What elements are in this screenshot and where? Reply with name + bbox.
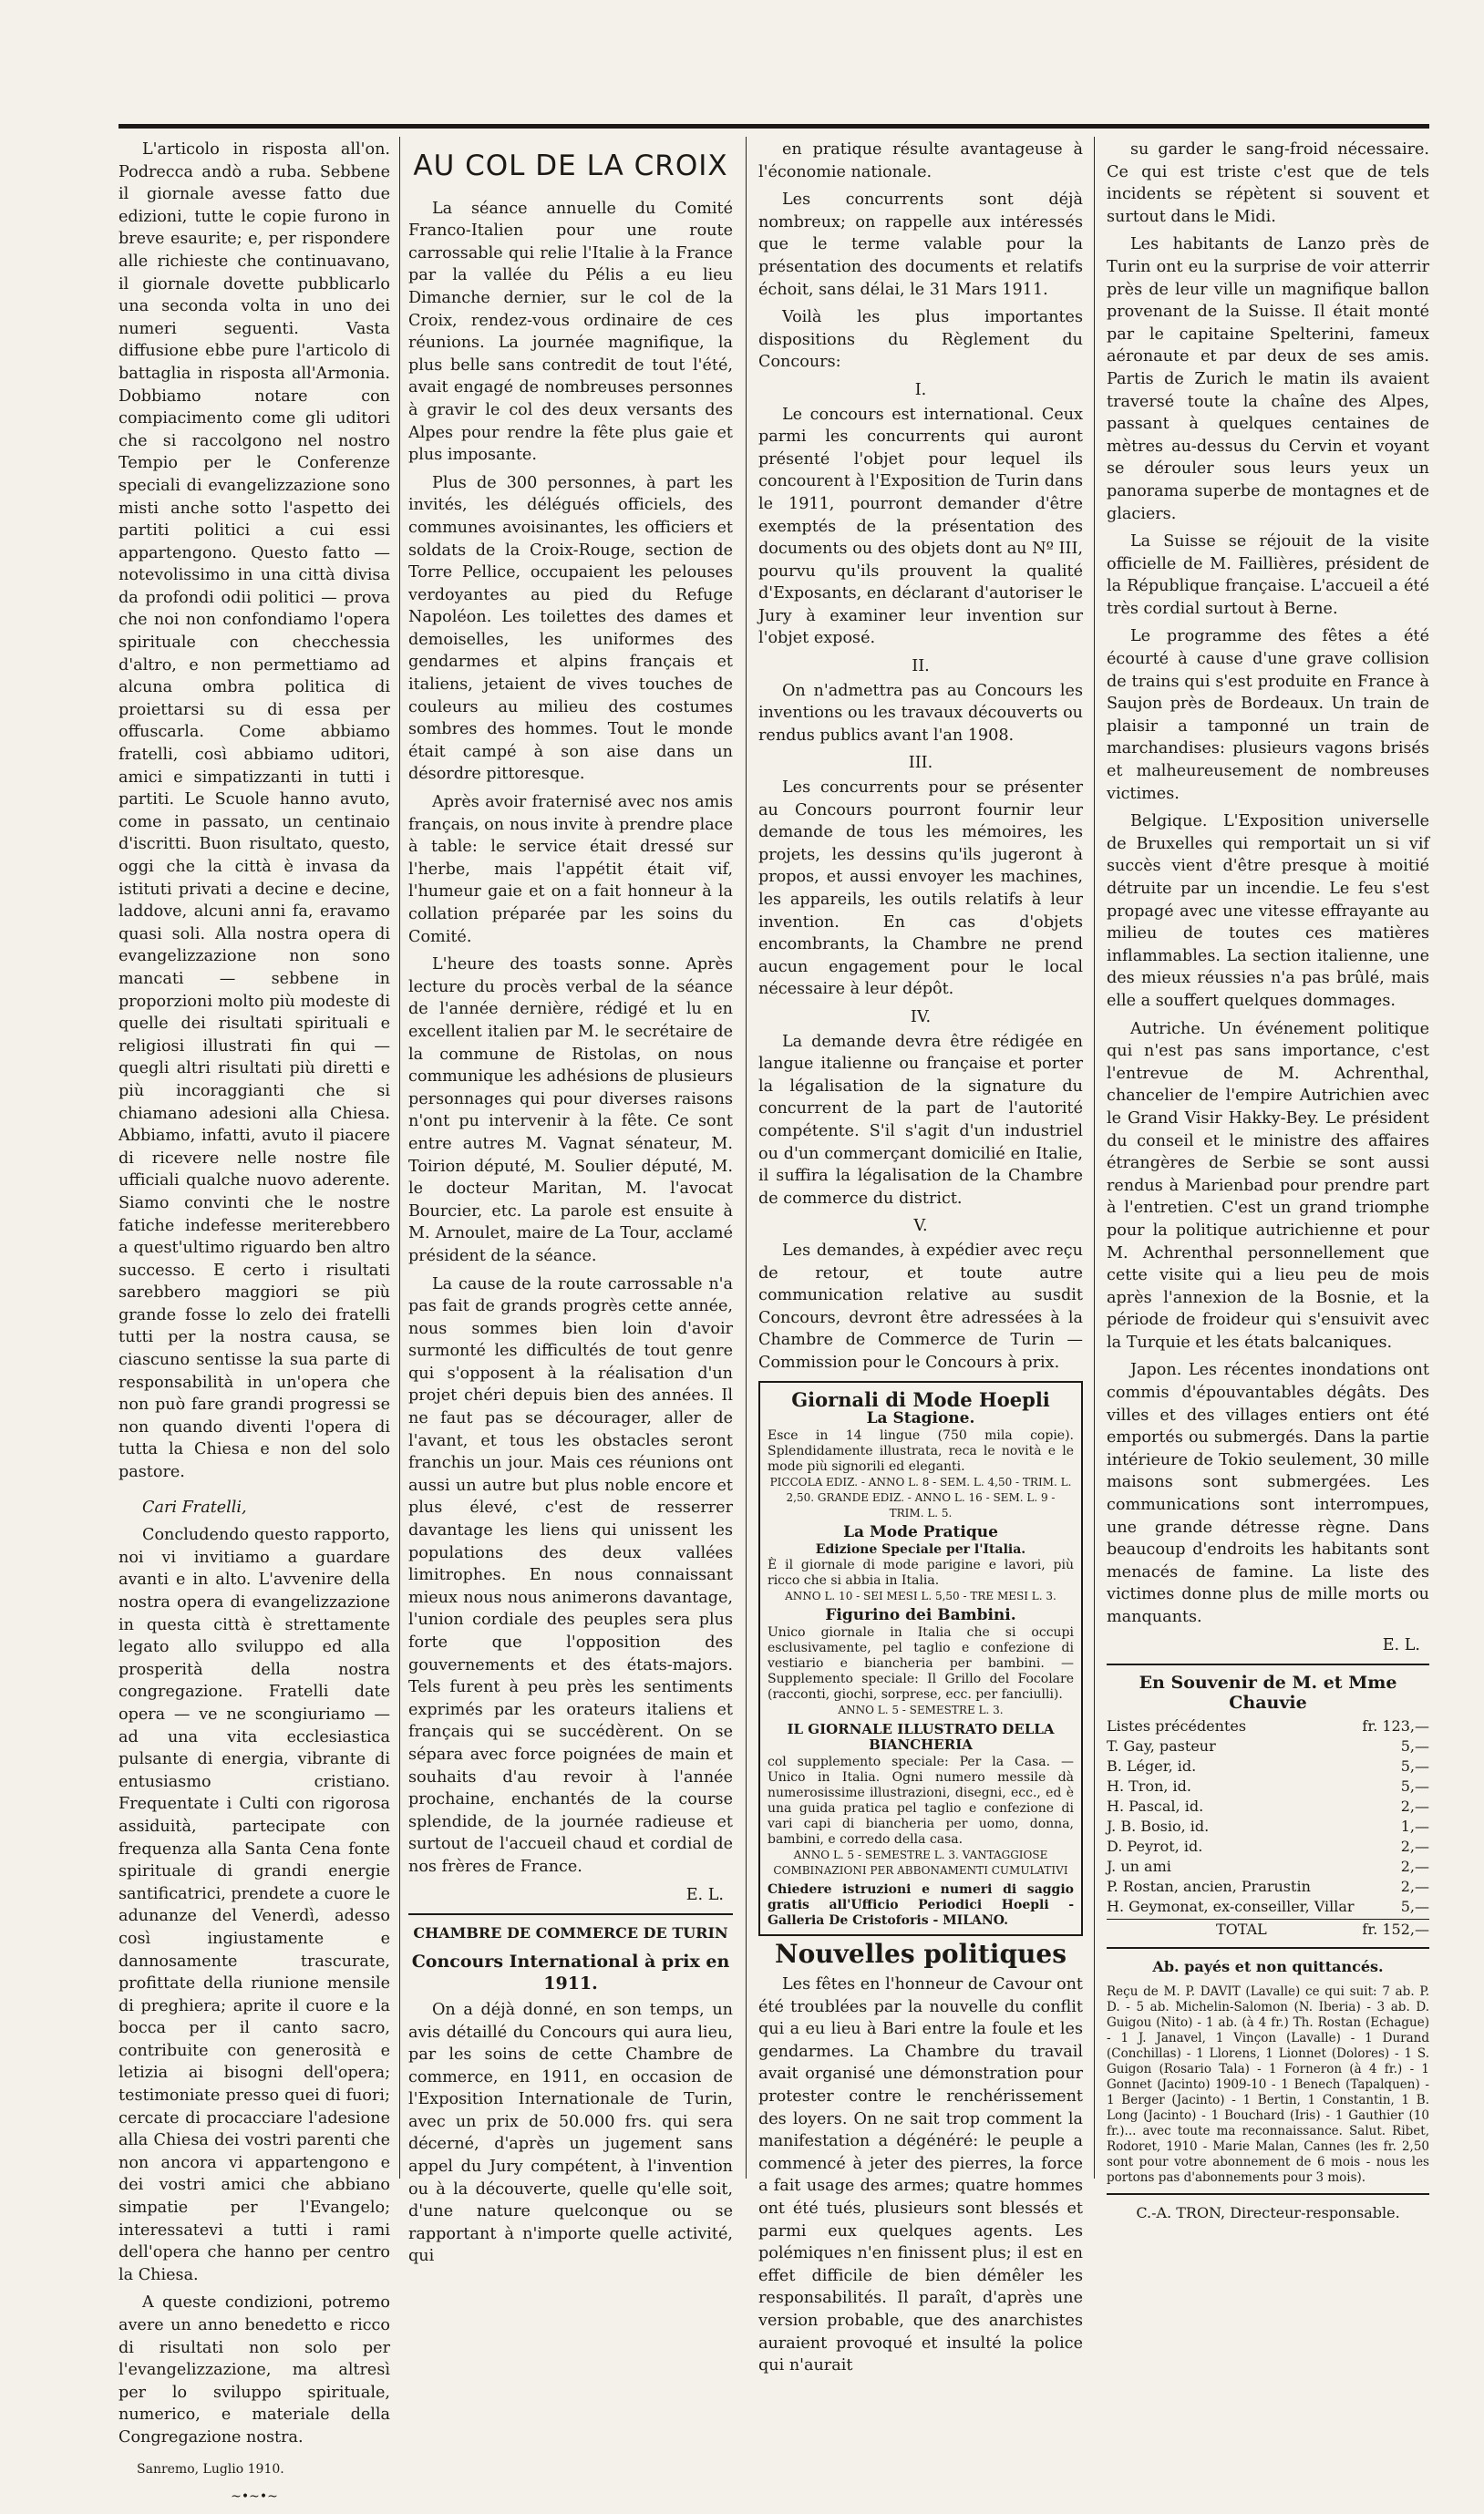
subscription-list	[1107, 1673, 1429, 1940]
column-4	[1107, 139, 1429, 2224]
subscription-total: fr. 152,—	[1362, 1921, 1429, 1939]
rule-text: Les demandes, à expédier avec reçu de retour, et toute autre communication relative au susdit Concours, devront être adressées à la Chambre de Commerce de Turin — Commission pour le Concours à prix.	[758, 1241, 1083, 1372]
subscription-row	[1107, 1877, 1429, 1897]
subscription-amount: fr. 123,—	[1362, 1717, 1429, 1736]
editor-footer: C.-A. TRON, Directeur-responsable.	[1136, 2203, 1400, 2221]
subscription-amount: 5,—	[1400, 1757, 1429, 1776]
subscription-name: J. un ami	[1107, 1858, 1171, 1876]
ad-item-title: Figurino dei Bambini.	[825, 1606, 1016, 1625]
paid-heading: Ab. payés et non quittancés.	[1152, 1958, 1384, 1976]
news-heading: Nouvelles politiques	[775, 1939, 1067, 1970]
subscription-amount: 2,—	[1400, 1798, 1429, 1816]
rule-text: Le concours est international. Ceux parmi les concurrents qui auront présenté l'objet pour lequel ils concourent à l'Exposition de Turin dans le 1911, pourront demander d'être exemptés de la présentation des documents ou des objets dont au Nº III, pourvu qu'ils prouvent la qualité d'Exposants, en déclarant d'autoriser le Jury à examiner leur invention sur l'objet exposé.	[758, 405, 1083, 648]
subscription-amount: 2,—	[1400, 1838, 1429, 1856]
ad-item-text: col supplemento speciale: Per la Casa. — Unico in Italia. Ogni numero messile dà numerosissime illustrazioni, disegni, ecc., ed è una guida pratica pel taglio e confezione di vari capi di biancheria per uomo, donna, bambini, e corredo della casa.	[768, 1755, 1074, 1848]
subscription-row	[1107, 1837, 1429, 1857]
subscription-total-row	[1107, 1919, 1429, 1940]
subscription-amount: 2,—	[1400, 1858, 1429, 1876]
divider	[1107, 1664, 1429, 1665]
subscription-name: B. Léger, id.	[1107, 1757, 1197, 1776]
ad-heading: Giornali di Mode Hoepli	[791, 1388, 1050, 1412]
rule-text: On n'admettra pas au Concours les inventions ou les travaux découverts ou rendus publics avant l'an 1908.	[758, 681, 1083, 745]
subscription-name: H. Tron, id.	[1107, 1777, 1191, 1796]
article-signature: E. L.	[685, 1885, 724, 1904]
ad-item-price: ANNO L. 10 - SEI MESI L. 5,50 - TRE MESI L. 3.	[785, 1590, 1056, 1603]
subscription-amount: 1,—	[1400, 1818, 1429, 1836]
article-paragraph: Les concurrents sont déjà nombreux; on rappelle aux intéressés que le terme valable pour la présentation des documents et relatifs échoit, sans délai, le 31 Mars 1911.	[758, 191, 1083, 299]
article-paragraph: Japon. Les récentes inondations ont commis d'épouvantables dégâts. Des villes et des villages entiers ont été emportés ou submergés. Dans la partie intérieure de Tokio seulement, 30 mille maisons sont submergées. Les communications sont interrompues, une grande détresse règne. Dans beaucoup d'endroits les habitants sont menacés de famine. La liste des victimes donne plus de mille morts ou manquants.	[1107, 1361, 1429, 1626]
subscription-name: D. Peyrot, id.	[1107, 1838, 1203, 1856]
article-paragraph: Plus de 300 personnes, à part les invités, les délégués officiels, des communes avoisinantes, les officiers et soldats de la Croix-Rouge, section de Torre Pellice, occupaient les pelouses verdoyantes au pied du Refuge Napoléon. Les toilettes des dames et demoiselles, les uniformes des gendarmes et alpins français et italiens, jetaient de vives touches de couleurs au milieu des costumes sombres des hommes. Tout le monde était campé à son aise dans un désordre pittoresque.	[408, 473, 733, 784]
subscription-row	[1107, 1897, 1429, 1917]
column-1	[119, 139, 390, 2514]
ad-item-price: ANNO L. 5 - SEMESTRE L. 3. VANTAGGIOSE COMBINAZIONI PER ABBONAMENTI CUMULATIVI	[773, 1849, 1068, 1878]
ad-item-price: ANNO L. 5 - SEMESTRE L. 3.	[838, 1704, 1004, 1717]
article-signature: E. L.	[1382, 1635, 1420, 1654]
article-paragraph: Concludendo questo rapporto, noi vi invitiamo a guardare avanti e in alto. L'avvenire della nostra opera di evangelizzazione in questa città è strettamente legato allo sviluppo ed alla prosperità della nostra congregazione. Fratelli date opera — ve ne scongiuriamo — ad una vita ecclesiastica pulsante di energia, vibrante di entusiasmo cristiano. Frequentate i Culti con rigorosa assiduità, partecipate con frequenza alla Santa Cena fonte spirituale di grandi energie santificatrici, prendete a cuore le adunanze del Venerdì, adesso così ingiustamente e dannosamente trascurate, profittate della riunione mensile di preghiera; aprite il cuore e la bocca per il canto sacro, contribuite con generosità e letizia ai bisogni dell'opera; testimoniate presso quei di fuori; cercate di procacciare l'adesione alla Chiesa dei vostri parenti che non ancora vi appartengono e dei vostri amici che abbiano simpatie per l'Evangelo; interessatevi a tutti i rami dell'opera che hanno per centro la Chiesa.	[119, 1526, 390, 2284]
rule-number: IV.	[910, 1007, 932, 1026]
article-paragraph: La séance annuelle du Comité Franco-Italien pour une route carrossable qui relie l'Italie à la France par la vallée du Pélis a eu lieu Dimanche dernier, sur le col de la Croix, rendez-vous ordinaire de ces réunions. La journée magnifique, la plus belle sans contredit de tout l'été, avait engagé de nombreuses personnes à gravir le col des deux versants des Alpes pour rendre la fête plus gaie et plus imposante.	[408, 199, 733, 465]
ornament: ~•~•~	[231, 2489, 278, 2505]
column-2	[408, 139, 733, 2273]
advertisement-box	[758, 1381, 1083, 1936]
article-paragraph: L'articolo in risposta all'on. Podrecca andò a ruba. Sebbene il giornale avesse fatto due edizioni, tutte le copie furono in breve esaurite; e, per rispondere alle richieste che continuavano, il giornale dovette pubblicarlo una seconda volta in uno dei numeri seguenti. Vasta diffusione ebbe pure l'articolo di battaglia in risposta all'Armonia. Dobbiamo notare con compiacimento come gli uditori che si raccolgono nel nostro Tempio per le Conferenze speciali di evangelizzazione sono misti anche sotto l'aspetto dei partiti politici a cui essi appartengono. Questo fatto — notevolissimo in una città divisa da profondi odii politici — prova che noi non confondiamo l'opera spirituale con checchessia d'altro, e non permettiamo ad alcuna ombra politica di proiettarsi su di essa per offuscarla. Come abbiamo fratelli, così abbiamo uditori, amici e simpatizzanti in tutti i partiti. Le Scuole hanno avuto, come in passato, un centinaio d'iscritti. Buon risultato, questo, oggi che la città è invasa da istituti privati a decine e decine, laddove, alcuni anni fa, eravamo quasi soli. Alla nostra opera di evangelizzazione non sono mancati — sebbene in proporzioni molto più modeste di quelle dei risultati spirituali e religiosi illustrati fin qui — quegli altri risultati più diretti e più incoraggianti che si chiamano adesioni alla Chiesa. Abbiamo, infatti, avuto il piacere di ricevere nelle nostre file ufficiali qualche nuovo aderente. Siamo convinti che le nostre fatiche indefesse meriterebbero a quest'ultimo riguardo ben altro successo. E certo i risultati sarebbero maggiori se più grande fosse lo zelo dei fratelli tutti per la nostra causa, se ciascuno sentisse la sua parte di responsabilità in un'opera che non può fare grandi progressi se non quando diventi l'opera di tutta la Chiesa e non del solo pastore.	[119, 140, 390, 1482]
subscription-amount: 5,—	[1400, 1898, 1429, 1916]
article-paragraph: A queste condizioni, potremo avere un anno benedetto e ricco di risultati non solo per l'evangelizzazione, ma altresì per lo sviluppo spirituale, numerico, e materiale della Congregazione nostra.	[119, 2293, 390, 2447]
article-paragraph: Les fêtes en l'honneur de Cavour ont été troublées par la nouvelle du conflit qui a eu lieu à Bari entre la foule et les gendarmes. La Chambre du travail avait organisé une démonstration pour protester contre le renchérissement des loyers. On ne sait trop comment la manifestation a dégénéré: le peuple a commencé à jeter des pierres, la force a fait usage des armes; quatre hommes ont été tués, plusieurs sont blessés et parmi eux quelques agents. Les polémiques n'en finissent plus; il est en effet difficile de bien démêler les responsabilités. Il paraît, d'après une version probable, que des anarchistes auraient provoqué et insulté la police qui n'aurait	[758, 1975, 1083, 2375]
article-paragraph: Le programme des fêtes a été écourté à cause d'une grave collision de trains qui s'est produite en France à Saujon près de Bordeaux. Un train de plaisir a tamponné un train de marchandises: plusieurs vagons brisés et malheureusement de nombreuses victimes.	[1107, 627, 1429, 803]
article-paragraph: Belgique. L'Exposition universelle de Bruxelles qui remportait un si vif succès vient d'être presque à moitié détruite par un incendie. Le feu s'est propagé avec une vitesse effrayante au milieu de toutes ces matières inflammables. La section italienne, une des mieux réussies n'a pas brûlé, mais elle a souffert quelques dommages.	[1107, 812, 1429, 1010]
subscription-amount: 2,—	[1400, 1878, 1429, 1896]
ad-item-title: IL GIORNALE ILLUSTRATO DELLA BIANCHERIA	[787, 1721, 1055, 1754]
paid-list: Reçu de M. P. DAVIT (Lavalle) ce qui suit: 7 ab. P. D. - 5 ab. Michelin-Salomon (N. Iberia) - 3 ab. D. Guigou (Nito) - 1 ab. (à 4 fr.) Th. Rostan (Echague) - 1 J. Janavel, 1 Vinçon (Lavalle) - 1 Durand (Conchillas) - 1 Llorens, 1 Lionnet (Dolores) - 1 S. Guigon (Rosario Tala) - 1 Forneron (à 4 fr.) - 1 Gonnet (Jacinto) 1909-10 - 1 Benech (Tapalquen) - 1 Berger (Jacinto) - 1 Bertin, 1 Constantin, 1 B. Long (Jacinto) - 1 Bouchard (Iris) - 1 Gauthier (10 fr.)... avec toute ma reconnaissance. Salut. Ribet, Rodoret, 1910 - Marie Malan, Cannes (les fr. 2,50 sont pour votre abonnement de 6 mois - nous les portons pas d'abonnements pour 3 mois).	[1107, 1983, 1429, 2185]
article-title: AU COL DE LA CROIX	[413, 149, 728, 182]
subscription-row	[1107, 1797, 1429, 1817]
article-paragraph: su garder le sang-froid nécessaire. Ce qui est triste c'est que de tels incidents se répètent si souvent et surtout dans le Midi.	[1107, 140, 1429, 226]
article-paragraph: La cause de la route carrossable n'a pas fait de grands progrès cette année, nous sommes bien loin d'avoir surmonté les difficultés de tout genre qui s'opposent à la réalisation d'un projet chéri depuis bien des années. Il ne faut pas se décourager, aller de l'avant, et tous les obstacles seront franchis un jour. Mais ces réunions ont aussi un autre but plus noble encore et plus élevé, c'est de resserrer davantage les liens qui unissent les populations des deux vallées limitrophes. En nous connaissant mieux nous nous animerons davantage, l'union cordiale des peuples sera plus forte que l'opposition des gouvernements et des états-majors. Tels furent à peu près les sentiments exprimés par les orateurs italiens et français qui se succédèrent. On se sépara avec force poignées de main et souhaits d'au revoir à l'année prochaine, enchantés de la course splendide, de la journée radieuse et surtout de l'accueil chaud et cordial de nos frères de France.	[408, 1274, 733, 1876]
subscription-heading: En Souvenir de M. et Mme Chauvie	[1139, 1673, 1397, 1714]
rule-text: La demande devra être rédigée en langue italienne ou française et porter la légalisation de la signature du concurrent de la part de l'autorité compétente. S'il s'agit d'un industriel ou d'un commerçant domicilié en Italie, il suffira la légalisation de la Chambre de commerce du district.	[758, 1032, 1083, 1208]
subscription-row	[1107, 1857, 1429, 1877]
column-rule	[399, 137, 400, 2179]
article-paragraph: en pratique résulte avantageuse à l'économie nationale.	[758, 140, 1083, 181]
rule-number: I.	[914, 380, 927, 399]
ad-item-title: La Mode Pratique	[843, 1523, 998, 1542]
column-3	[758, 139, 1083, 2383]
subscription-name: P. Rostan, ancien, Prarustin	[1107, 1878, 1311, 1896]
rule-number: II.	[912, 657, 930, 676]
subscription-name: H. Geymonat, ex-conseiller, Villar	[1107, 1898, 1355, 1916]
contest-title: Concours International à prix en 1911.	[411, 1951, 730, 1994]
rule-number: III.	[908, 754, 933, 773]
divider	[1107, 2193, 1429, 2195]
subscription-total-label: TOTAL	[1216, 1921, 1267, 1939]
subscription-name: J. B. Bosio, id.	[1107, 1818, 1210, 1836]
subscription-row	[1107, 1716, 1429, 1736]
column-rule	[1094, 137, 1095, 2179]
subscription-name: H. Pascal, id.	[1107, 1798, 1204, 1816]
article-paragraph: Autriche. Un événement politique qui n'est pas sans importance, c'est l'entrevue de M. Achrenthal, chancelier de l'empire Autrichien avec le Grand Visir Hakky-Bey. Le président du conseil et le ministre des affaires étrangères de Serbie se sont aussi rendus à Marienbad pour prendre part à l'entretien. C'est un grand triomphe pour la politique autrichienne et pour M. Achrenthal personnellement que cette visite qui a lieu peu de mois après l'annexion de la Bosnie, et la période de froideur qui s'ensuivit avec la Turquie et les états balcaniques.	[1107, 1019, 1429, 1352]
top-rule	[119, 124, 1429, 129]
subscription-row	[1107, 1817, 1429, 1837]
subscription-row	[1107, 1777, 1429, 1797]
article-paragraph: La Suisse se réjouit de la visite officielle de M. Faillières, président de la République française. L'accueil a été très cordial surtout à Berne.	[1107, 532, 1429, 618]
ad-item-text: È il giornale di mode parigine e lavori, più ricco che si abbia in Italia.	[768, 1558, 1074, 1589]
ad-footer: Chiedere istruzioni e numeri di saggio gratis all'Ufficio Periodici Hoepli - Galleria De Cristoforis - MILANO.	[768, 1882, 1074, 1929]
ad-item-subtitle: Edizione Speciale per l'Italia.	[815, 1542, 1026, 1558]
divider	[1107, 1947, 1429, 1949]
article-paragraph: Les habitants de Lanzo près de Turin ont eu la surprise de voir atterrir près de leur ville un magnifique ballon provenant de la Suisse. Il était monté par le capitaine Spelterini, fameux aéronaute et par deux de ses amis. Partis de Zurich le matin ils avaient traversé toute la chaîne des Alpes, passant à quelques centaines de mètres au-dessus du Cervin et voyant se dérouler sous leurs yeux un panorama superbe de montagnes et de glaciers.	[1107, 235, 1429, 523]
rule-text: Les concurrents pour se présenter au Concours pourront fournir leur demande de tous les mémoires, les projets, les dessins qu'ils jugeront à propos, et aussi envoyer les machines, les appareils, les outils relatifs à leur invention. En cas d'objets encombrants, la Chambre ne prend aucun engagement pour le local nécessaire à leur dépôt.	[758, 778, 1083, 999]
ad-item-text: Esce in 14 lingue (750 mila copie). Splendidamente illustrata, reca le novità e le mode più signorili ed eleganti.	[768, 1428, 1074, 1475]
article-paragraph: Après avoir fraternisé avec nos amis français, on nous invite à prendre place à table: le service était dressé sur l'herbe, mais l'appétit était vif, l'humeur gaie et on a fait honneur à la collation préparée par les soins du Comité.	[408, 793, 733, 946]
subscription-name: T. Gay, pasteur	[1107, 1737, 1216, 1756]
subscription-amount: 5,—	[1400, 1737, 1429, 1756]
column-rule	[746, 137, 747, 2179]
subscription-name: Listes précédentes	[1107, 1717, 1247, 1736]
article-date: Sanremo, Luglio 1910.	[137, 2461, 284, 2477]
rule-number: V.	[913, 1217, 928, 1236]
salutation: Cari Fratelli,	[142, 1498, 247, 1517]
section-heading: CHAMBRE DE COMMERCE DE TURIN	[413, 1924, 728, 1942]
article-paragraph: On a déjà donné, en son temps, un avis détaillé du Concours qui aura lieu, par les soins de cette Chambre de commerce, en 1911, en occasion de l'Exposition Internationale de Turin, avec un prix de 50.000 frs. qui sera décerné, d'après un jugement sans appel du Jury compétent, à l'invention ou à la découverte, quelle qu'elle soit, d'une nature quelconque ou se rapportant à n'importe quelle activité, qui	[408, 2000, 733, 2266]
subscription-row	[1107, 1736, 1429, 1757]
article-paragraph: L'heure des toasts sonne. Après lecture du procès verbal de la séance de l'année dernière, rédigé et lu en excellent italien par M. le secrétaire de la commune de Ristolas, on nous communique les adhésions de plusieurs personnages qui pour diverses raisons n'ont pu intervenir à la fête. Ce sont entre autres M. Vagnat sénateur, M. Toirion député, M. Soulier député, M. le docteur Maritan, M. l'avocat Bourcier, etc. La parole est ensuite à M. Arnoulet, maire de La Tour, acclamé président de la séance.	[408, 955, 733, 1265]
article-paragraph: Voilà les plus importantes dispositions du Règlement du Concours:	[758, 308, 1083, 372]
subscription-row	[1107, 1757, 1429, 1777]
divider	[408, 1913, 733, 1915]
subscription-amount: 5,—	[1400, 1777, 1429, 1796]
ad-item-text: Unico giornale in Italia che si occupi esclusivamente, pel taglio e confezione di vestiario e biancheria per bambini. — Supplemento speciale: Il Grillo del Focolare (racconti, giochi, sorprese, ecc. per fanciulli).	[768, 1625, 1074, 1703]
ad-item-price: PICCOLA EDIZ. - ANNO L. 8 - SEM. L. 4,50 - TRIM. L. 2,50. GRANDE EDIZ. - ANNO L. 16 - SEM. L. 9 - TRIM. L. 5.	[769, 1476, 1072, 1520]
ad-item-title: La Stagione.	[866, 1409, 975, 1428]
